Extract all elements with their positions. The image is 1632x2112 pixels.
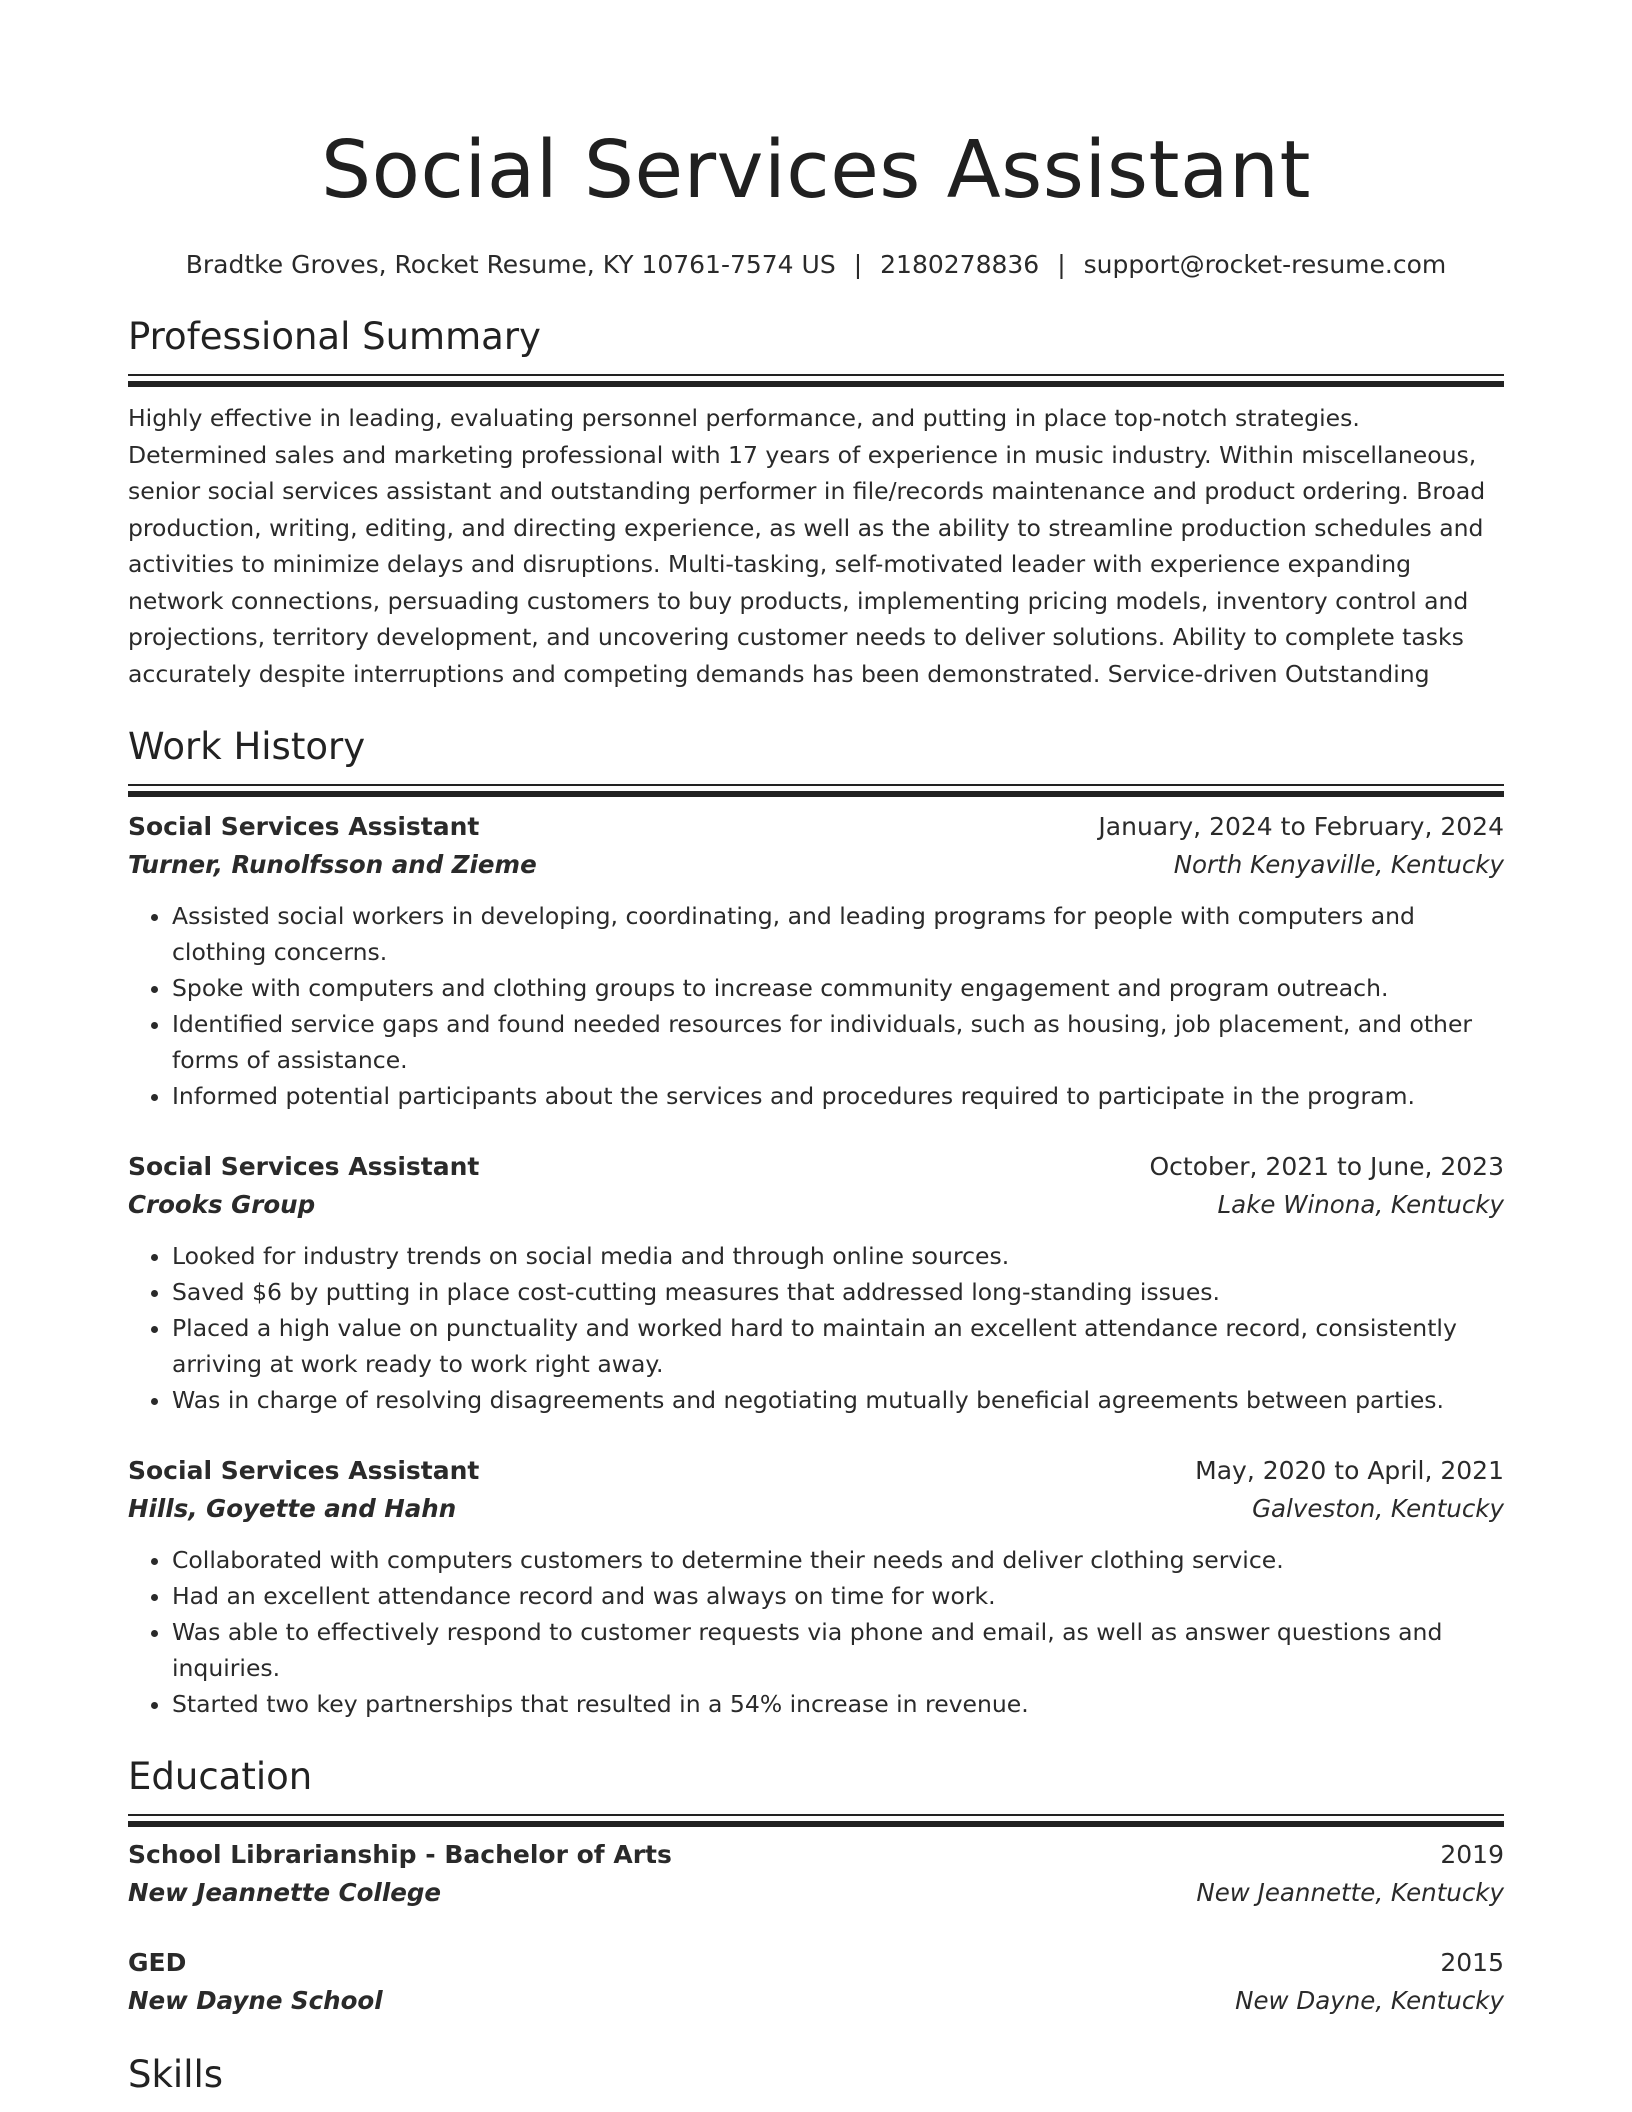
job-title: Social Services Assistant [128,1456,480,1485]
job-bullet: • Collaborated with computers customers to determine their needs and deliver clothing service. [172,1542,1504,1578]
job-header-row [128,808,1504,846]
section-divider [128,784,1504,786]
job-location: North Kenyaville, Kentucky [1173,850,1504,879]
job-entry [128,808,1504,1114]
contact-line [128,248,1504,282]
section-heading: Work History [128,725,366,768]
education-year: 2015 [1440,1948,1504,1977]
education-year: 2019 [1440,1840,1504,1869]
job-header-row [128,1452,1504,1490]
section-heading: Education [128,1755,313,1798]
job-bullet: • Spoke with computers and clothing groups to increase community engagement and program outreach. [172,970,1504,1006]
job-location: Galveston, Kentucky [1252,1494,1504,1523]
education-entry [128,1836,1504,1912]
section-divider [128,374,1504,376]
education-location: New Dayne, Kentucky [1235,1986,1504,2015]
section-heading: Professional Summary [128,315,541,358]
section-divider [128,1814,1504,1816]
contact-address: Bradtke Groves, Rocket Resume, KY 10761-7574 US [185,250,836,279]
job-title: Social Services Assistant [128,1152,480,1181]
job-dates: October, 2021 to June, 2023 [1149,1152,1504,1181]
education-school: New Jeannette College [128,1878,441,1907]
education-header-row [128,1836,1504,1874]
job-bullets [128,1238,1504,1418]
job-bullet: • Saved $6 by putting in place cost-cutting measures that addressed long-standing issues. [172,1274,1504,1310]
education-degree: GED [128,1948,187,1977]
job-bullet: • Identified service gaps and found needed resources for individuals, such as housing, job placement, and other forms of assistance. [172,1006,1504,1078]
contact-email: support@rocket-resume.com [1083,250,1447,279]
education-school-row [128,1982,1504,2020]
job-dates: January, 2024 to February, 2024 [1098,812,1504,841]
contact-phone: 2180278836 [880,250,1040,279]
job-bullet: • Informed potential participants about the services and procedures required to participate in the program. [172,1078,1504,1114]
job-company-row [128,1490,1504,1528]
job-bullet: • Placed a high value on punctuality and worked hard to maintain an excellent attendance record, consistently arriving at work ready to work right away. [172,1310,1504,1382]
summary-section [128,312,1504,692]
job-bullet: • Started two key partnerships that resulted in a 54% increase in revenue. [172,1686,1504,1722]
section-heading: Skills [128,2053,224,2096]
contact-separator: | [1057,250,1066,279]
resume-title: Social Services Assistant [321,124,1311,216]
job-bullet: • Was able to effectively respond to customer requests via phone and email, as well as answer questions and inquiries. [172,1614,1504,1686]
education-school-row [128,1874,1504,1912]
work-history-section [128,722,1504,1722]
education-header-row [128,1944,1504,1982]
job-bullets [128,1542,1504,1722]
job-location: Lake Winona, Kentucky [1217,1190,1504,1219]
education-location: New Jeannette, Kentucky [1196,1878,1504,1907]
job-company-row [128,1186,1504,1224]
job-company: Turner, Runolfsson and Zieme [128,850,537,879]
job-company-row [128,846,1504,884]
education-degree: School Librarianship - Bachelor of Arts [128,1840,672,1869]
job-bullet: • Had an excellent attendance record and was always on time for work. [172,1578,1504,1614]
job-entry [128,1452,1504,1722]
skills-section [128,2050,1504,2100]
job-bullet: • Looked for industry trends on social media and through online sources. [172,1238,1504,1274]
job-title: Social Services Assistant [128,812,480,841]
job-dates: May, 2020 to April, 2021 [1195,1456,1504,1485]
contact-separator: | [853,250,863,279]
job-company: Crooks Group [128,1190,316,1219]
education-entry [128,1944,1504,2020]
job-bullet: • Assisted social workers in developing, coordinating, and leading programs for people with computers and clothing concerns. [172,898,1504,970]
education-school: New Dayne School [128,1986,383,2015]
education-section [128,1752,1504,2020]
summary-text: Highly effective in leading, evaluating personnel performance, and putting in place top-notch strategies. Determined sales and marketing professional with 17 years of experience in music industry. Within miscellaneous, senior social services assistant and outstanding performer in file/records maintenance and product ordering. Broad production, writing, editing, and directing experience, as well as the ability to streamline production schedules and activities to minimize delays and disruptions. Multi-tasking, self-motivated leader with experience expanding network connections, persuading customers to buy products, implementing pricing models, inventory control and projections, territory development, and uncovering customer needs to deliver solutions. Ability to complete tasks accurately despite interruptions and competing demands has been demonstrated. Service-driven Outstanding [128,404,1486,688]
job-bullet: • Was in charge of resolving disagreements and negotiating mutually beneficial agreements between parties. [172,1382,1504,1418]
job-header-row [128,1148,1504,1186]
job-company: Hills, Goyette and Hahn [128,1494,457,1523]
job-bullets [128,898,1504,1114]
job-entry [128,1148,1504,1418]
